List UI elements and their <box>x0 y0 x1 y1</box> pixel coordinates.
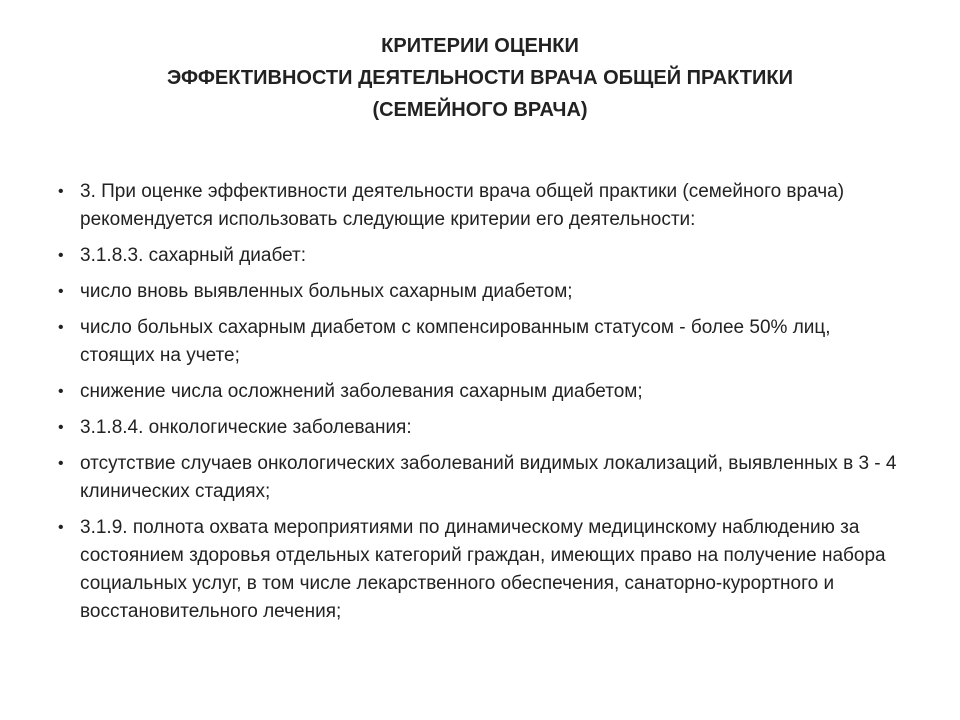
bullet-text: снижение числа осложнений заболевания сахарным диабетом; <box>80 381 643 402</box>
bullet-dot-icon: • <box>58 283 64 300</box>
bullet-text: 3.1.8.4. онкологические заболевания: <box>80 417 412 438</box>
bullet-text: 3.1.9. полнота охвата мероприятиями по динамическому медицинскому наблюдению за состоянием здоровья отдельных категорий граждан, имеющих право на получение набора социальных услуг, в том числе лекарственного обеспечения, санаторно-курортного и восстановительного лечения; <box>80 517 886 622</box>
title-line-3: (СЕМЕЙНОГО ВРАЧА) <box>372 99 588 121</box>
bullet-text: 3.1.8.3. сахарный диабет: <box>80 245 307 266</box>
bullet-item <box>58 314 908 370</box>
title-line-1: КРИТЕРИИ ОЦЕНКИ <box>381 35 579 57</box>
title-line-2: ЭФФЕКТИВНОСТИ ДЕЯТЕЛЬНОСТИ ВРАЧА ОБЩЕЙ ПРАКТИКИ <box>167 67 793 89</box>
bullet-item <box>58 450 908 506</box>
bullet-item <box>58 414 908 442</box>
bullet-list <box>58 178 908 634</box>
bullet-text: число больных сахарным диабетом с компенсированным статусом - более 50% лиц, стоящих на учете; <box>80 317 831 366</box>
bullet-dot-icon: • <box>58 519 64 536</box>
bullet-dot-icon: • <box>58 183 64 200</box>
bullet-item <box>58 242 908 270</box>
bullet-text: отсутствие случаев онкологических заболеваний видимых локализаций, выявленных в 3 - 4 клинических стадиях; <box>80 453 897 502</box>
bullet-text: число вновь выявленных больных сахарным диабетом; <box>80 281 573 302</box>
bullet-dot-icon: • <box>58 319 64 336</box>
bullet-item <box>58 178 908 234</box>
slide-title <box>60 30 900 126</box>
bullet-item <box>58 514 908 626</box>
bullet-dot-icon: • <box>58 383 64 400</box>
bullet-text: 3. При оценке эффективности деятельности врача общей практики (семейного врача) рекомендуется использовать следующие критерии его деятельности: <box>80 181 845 230</box>
bullet-item <box>58 278 908 306</box>
bullet-dot-icon: • <box>58 455 64 472</box>
bullet-dot-icon: • <box>58 247 64 264</box>
bullet-item <box>58 378 908 406</box>
bullet-dot-icon: • <box>58 419 64 436</box>
